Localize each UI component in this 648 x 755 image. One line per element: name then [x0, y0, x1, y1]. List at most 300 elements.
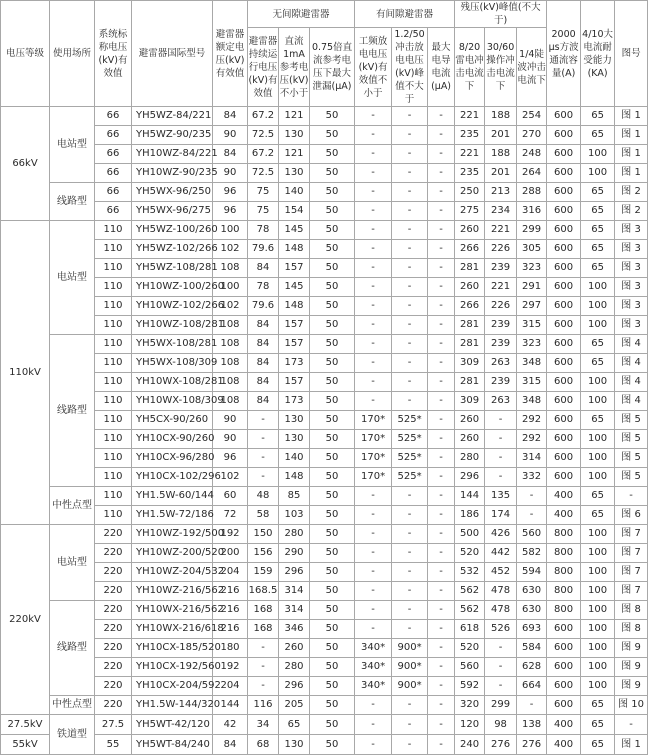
system-voltage-cell: 110 [95, 259, 132, 278]
pf-spark-cell: - [355, 601, 392, 620]
residual-switching-cell: 263 [485, 354, 517, 373]
model-cell: YH5WZ-102/266 [132, 240, 213, 259]
square-wave-cell: 600 [547, 449, 581, 468]
pf-spark-cell: - [355, 126, 392, 145]
mcov-cell: 58 [248, 506, 279, 525]
system-voltage-cell: 220 [95, 658, 132, 677]
table-row [1, 202, 648, 221]
header-leakage: 0.75倍直流参考电压下最大泄漏(μA) [310, 28, 355, 107]
table-row [1, 164, 648, 183]
high-current-cell: 100 [581, 373, 615, 392]
residual-lightning-cell: 266 [455, 297, 485, 316]
pf-spark-cell: - [355, 506, 392, 525]
system-voltage-cell: 110 [95, 506, 132, 525]
high-current-cell: 65 [581, 715, 615, 735]
square-wave-cell: 600 [547, 677, 581, 696]
rated-voltage-cell: 84 [213, 107, 248, 126]
header-rated-voltage: 避雷器额定电压(kV)有效值 [213, 1, 248, 107]
rated-voltage-cell: 90 [213, 164, 248, 183]
dc-ref-cell: 130 [279, 735, 310, 755]
high-current-cell: 100 [581, 449, 615, 468]
residual-switching-cell: - [485, 468, 517, 487]
impulse-spark-cell: - [392, 316, 428, 335]
figure-cell: 图 5 [615, 468, 648, 487]
high-current-cell: 100 [581, 563, 615, 582]
impulse-spark-cell: 525* [392, 468, 428, 487]
mcov-cell: 79.6 [248, 297, 279, 316]
rated-voltage-cell: 90 [213, 430, 248, 449]
residual-switching-cell: 234 [485, 202, 517, 221]
impulse-spark-cell: 525* [392, 430, 428, 449]
leakage-cell: 50 [310, 525, 355, 544]
impulse-spark-cell: - [392, 487, 428, 506]
dc-ref-cell: 157 [279, 259, 310, 278]
dc-ref-cell: 157 [279, 316, 310, 335]
mcov-cell: - [248, 449, 279, 468]
site-cell: 铁道型 [50, 715, 95, 755]
high-current-cell: 100 [581, 620, 615, 639]
rated-voltage-cell: 96 [213, 449, 248, 468]
impulse-spark-cell: - [392, 126, 428, 145]
residual-switching-cell: 478 [485, 601, 517, 620]
mcov-cell: 48 [248, 487, 279, 506]
site-cell: 中性点型 [50, 696, 95, 715]
leakage-cell: 50 [310, 582, 355, 601]
model-cell: YH10WZ-192/500 [132, 525, 213, 544]
model-cell: YH5WX-108/281 [132, 335, 213, 354]
model-cell: YH10CX-204/592 [132, 677, 213, 696]
table-row [1, 639, 648, 658]
max-leak-cell: - [428, 582, 455, 601]
pf-spark-cell: - [355, 620, 392, 639]
impulse-spark-cell: - [392, 164, 428, 183]
pf-spark-cell: - [355, 715, 392, 735]
square-wave-cell: 600 [547, 145, 581, 164]
rated-voltage-cell: 216 [213, 601, 248, 620]
system-voltage-cell: 27.5 [95, 715, 132, 735]
pf-spark-cell: 340* [355, 639, 392, 658]
model-cell: YH10WZ-108/281 [132, 316, 213, 335]
dc-ref-cell: 205 [279, 696, 310, 715]
mcov-cell: 168 [248, 620, 279, 639]
dc-ref-cell: 145 [279, 221, 310, 240]
model-cell: YH5WZ-90/235 [132, 126, 213, 145]
system-voltage-cell: 220 [95, 582, 132, 601]
model-cell: YH10WX-108/309 [132, 392, 213, 411]
max-leak-cell: - [428, 335, 455, 354]
model-cell: YH10WZ-90/235 [132, 164, 213, 183]
residual-switching-cell: 442 [485, 544, 517, 563]
mcov-cell: - [248, 411, 279, 430]
dc-ref-cell: 130 [279, 126, 310, 145]
rated-voltage-cell: 84 [213, 145, 248, 164]
residual-lightning-cell: 260 [455, 430, 485, 449]
table-row [1, 563, 648, 582]
rated-voltage-cell: 180 [213, 639, 248, 658]
figure-cell: - [615, 487, 648, 506]
mcov-cell: 67.2 [248, 145, 279, 164]
mcov-cell: 168 [248, 601, 279, 620]
figure-cell: 图 4 [615, 354, 648, 373]
figure-cell: 图 1 [615, 164, 648, 183]
figure-cell: 图 3 [615, 259, 648, 278]
header-residual-switching: 30/60操作冲击电流下 [485, 28, 517, 107]
square-wave-cell: 600 [547, 392, 581, 411]
residual-steep-cell: 297 [517, 297, 547, 316]
residual-steep-cell: 315 [517, 373, 547, 392]
pf-spark-cell: 340* [355, 658, 392, 677]
figure-cell: 图 6 [615, 506, 648, 525]
voltage-level-part: 55kV [12, 739, 38, 750]
figure-cell: 图 3 [615, 240, 648, 259]
system-voltage-cell: 110 [95, 449, 132, 468]
system-voltage-cell: 220 [95, 601, 132, 620]
residual-switching-cell: 188 [485, 145, 517, 164]
residual-switching-cell: 221 [485, 221, 517, 240]
high-current-cell: 100 [581, 430, 615, 449]
rated-voltage-cell: 108 [213, 335, 248, 354]
mcov-cell: 72.5 [248, 126, 279, 145]
impulse-spark-cell: 525* [392, 411, 428, 430]
residual-lightning-cell: 260 [455, 221, 485, 240]
square-wave-cell: 600 [547, 468, 581, 487]
square-wave-cell: 600 [547, 278, 581, 297]
rated-voltage-cell: 96 [213, 202, 248, 221]
table-row [1, 354, 648, 373]
residual-steep-cell: 332 [517, 468, 547, 487]
residual-steep-cell: 348 [517, 354, 547, 373]
impulse-spark-cell: - [392, 582, 428, 601]
system-voltage-cell: 220 [95, 696, 132, 715]
figure-cell: 图 1 [615, 735, 648, 755]
residual-steep-cell: - [517, 487, 547, 506]
max-leak-cell: - [428, 411, 455, 430]
square-wave-cell: 600 [547, 183, 581, 202]
residual-lightning-cell: 281 [455, 259, 485, 278]
rated-voltage-cell: 102 [213, 297, 248, 316]
impulse-spark-cell: - [392, 145, 428, 164]
max-leak-cell: - [428, 430, 455, 449]
system-voltage-cell: 110 [95, 297, 132, 316]
figure-cell: 图 7 [615, 544, 648, 563]
dc-ref-cell: 121 [279, 145, 310, 164]
site-cell: 线路型 [50, 183, 95, 221]
dc-ref-cell: 314 [279, 582, 310, 601]
high-current-cell: 65 [581, 335, 615, 354]
figure-cell: 图 1 [615, 107, 648, 126]
dc-ref-cell: 130 [279, 164, 310, 183]
square-wave-cell: 600 [547, 373, 581, 392]
rated-voltage-cell: 90 [213, 411, 248, 430]
high-current-cell: 65 [581, 354, 615, 373]
leakage-cell: 50 [310, 696, 355, 715]
residual-lightning-cell: 320 [455, 696, 485, 715]
residual-lightning-cell: 500 [455, 525, 485, 544]
system-voltage-cell: 110 [95, 411, 132, 430]
high-current-cell: 65 [581, 202, 615, 221]
residual-lightning-cell: 520 [455, 544, 485, 563]
table-row [1, 392, 648, 411]
figure-cell: 图 1 [615, 145, 648, 164]
max-leak-cell: - [428, 164, 455, 183]
model-cell: YH1.5W-144/320 [132, 696, 213, 715]
leakage-cell: 50 [310, 164, 355, 183]
residual-switching-cell: 239 [485, 316, 517, 335]
system-voltage-cell: 66 [95, 164, 132, 183]
residual-steep-cell: 316 [517, 202, 547, 221]
residual-lightning-cell: 275 [455, 202, 485, 221]
impulse-spark-cell: - [392, 202, 428, 221]
rated-voltage-cell: 192 [213, 525, 248, 544]
dc-ref-cell: 280 [279, 525, 310, 544]
table-row [1, 658, 648, 677]
dc-ref-cell: 148 [279, 297, 310, 316]
model-cell: YH5WZ-108/281 [132, 259, 213, 278]
pf-spark-cell: 170* [355, 468, 392, 487]
impulse-spark-cell: - [392, 525, 428, 544]
residual-lightning-cell: 266 [455, 240, 485, 259]
figure-cell: 图 10 [615, 696, 648, 715]
rated-voltage-cell: 84 [213, 735, 248, 755]
residual-switching-cell: 526 [485, 620, 517, 639]
residual-switching-cell: 98 [485, 715, 517, 735]
table-row [1, 297, 648, 316]
square-wave-cell: 800 [547, 582, 581, 601]
impulse-spark-cell: - [392, 278, 428, 297]
high-current-cell: 100 [581, 525, 615, 544]
residual-steep-cell: 292 [517, 411, 547, 430]
header-square-wave: 2000 μs方波通流容量(A) [547, 1, 581, 107]
pf-spark-cell: - [355, 278, 392, 297]
system-voltage-cell: 220 [95, 525, 132, 544]
leakage-cell: 50 [310, 735, 355, 755]
residual-steep-cell: 264 [517, 164, 547, 183]
max-leak-cell: - [428, 677, 455, 696]
header-impulse-spark: 1.2/50冲击放电电压(kV)峰值不大于 [392, 28, 428, 107]
residual-steep-cell: 248 [517, 145, 547, 164]
mcov-cell: 168.5 [248, 582, 279, 601]
max-leak-cell: - [428, 373, 455, 392]
residual-switching-cell: 174 [485, 506, 517, 525]
residual-steep-cell: 693 [517, 620, 547, 639]
high-current-cell: 65 [581, 411, 615, 430]
residual-switching-cell: 276 [485, 735, 517, 755]
residual-switching-cell: - [485, 449, 517, 468]
max-leak-cell: - [428, 639, 455, 658]
model-cell: YH10WZ-200/520 [132, 544, 213, 563]
residual-steep-cell: 630 [517, 601, 547, 620]
pf-spark-cell: - [355, 202, 392, 221]
table-row [1, 126, 648, 145]
dc-ref-cell: 314 [279, 601, 310, 620]
residual-steep-cell: 582 [517, 544, 547, 563]
impulse-spark-cell: - [392, 335, 428, 354]
square-wave-cell: 600 [547, 639, 581, 658]
max-leak-cell: - [428, 316, 455, 335]
site-cell: 线路型 [50, 601, 95, 696]
residual-steep-cell: - [517, 506, 547, 525]
mcov-cell: 84 [248, 335, 279, 354]
header-residual-lightning: 8/20雷电冲击电流下 [455, 28, 485, 107]
square-wave-cell: 600 [547, 240, 581, 259]
leakage-cell: 50 [310, 468, 355, 487]
high-current-cell: 100 [581, 639, 615, 658]
pf-spark-cell: - [355, 525, 392, 544]
table-row [1, 145, 648, 164]
system-voltage-cell: 110 [95, 392, 132, 411]
high-current-cell: 100 [581, 278, 615, 297]
system-voltage-cell: 110 [95, 487, 132, 506]
mcov-cell: 68 [248, 735, 279, 755]
impulse-spark-cell: - [392, 696, 428, 715]
max-leak-cell: - [428, 259, 455, 278]
residual-lightning-cell: 309 [455, 354, 485, 373]
high-current-cell: 65 [581, 221, 615, 240]
pf-spark-cell: - [355, 316, 392, 335]
system-voltage-cell: 66 [95, 202, 132, 221]
leakage-cell: 50 [310, 715, 355, 735]
leakage-cell: 50 [310, 107, 355, 126]
mcov-cell: 84 [248, 316, 279, 335]
square-wave-cell: 600 [547, 164, 581, 183]
leakage-cell: 50 [310, 677, 355, 696]
model-cell: YH5WX-96/250 [132, 183, 213, 202]
dc-ref-cell: 130 [279, 430, 310, 449]
residual-lightning-cell: 532 [455, 563, 485, 582]
high-current-cell: 100 [581, 316, 615, 335]
residual-switching-cell: - [485, 658, 517, 677]
impulse-spark-cell: - [392, 544, 428, 563]
site-cell: 线路型 [50, 335, 95, 487]
table-row [1, 506, 648, 525]
residual-lightning-cell: 592 [455, 677, 485, 696]
figure-cell: 图 5 [615, 411, 648, 430]
square-wave-cell: 600 [547, 354, 581, 373]
square-wave-cell: 800 [547, 544, 581, 563]
high-current-cell: 100 [581, 164, 615, 183]
square-wave-cell: 600 [547, 107, 581, 126]
mcov-cell: 79.6 [248, 240, 279, 259]
model-cell: YH5WZ-100/260 [132, 221, 213, 240]
system-voltage-cell: 110 [95, 354, 132, 373]
residual-switching-cell: 221 [485, 278, 517, 297]
figure-cell: 图 2 [615, 202, 648, 221]
high-current-cell: 65 [581, 487, 615, 506]
pf-spark-cell: - [355, 107, 392, 126]
high-current-cell: 65 [581, 696, 615, 715]
system-voltage-cell: 110 [95, 240, 132, 259]
residual-lightning-cell: 280 [455, 449, 485, 468]
residual-switching-cell: 226 [485, 297, 517, 316]
residual-switching-cell: 239 [485, 335, 517, 354]
figure-cell: 图 7 [615, 582, 648, 601]
high-current-cell: 65 [581, 107, 615, 126]
leakage-cell: 50 [310, 639, 355, 658]
max-leak-cell: - [428, 735, 455, 755]
pf-spark-cell: - [355, 582, 392, 601]
residual-steep-cell: 292 [517, 430, 547, 449]
site-cell: 中性点型 [50, 487, 95, 525]
dc-ref-cell: 173 [279, 392, 310, 411]
impulse-spark-cell: - [392, 715, 428, 735]
residual-steep-cell: 584 [517, 639, 547, 658]
residual-switching-cell: 263 [485, 392, 517, 411]
table-row [1, 278, 648, 297]
square-wave-cell: 600 [547, 696, 581, 715]
figure-cell: 图 3 [615, 316, 648, 335]
pf-spark-cell: - [355, 487, 392, 506]
max-leak-cell: - [428, 658, 455, 677]
header-figure: 图号 [615, 1, 648, 107]
dc-ref-cell: 65 [279, 715, 310, 735]
residual-switching-cell: - [485, 430, 517, 449]
rated-voltage-cell: 108 [213, 354, 248, 373]
pf-spark-cell: - [355, 373, 392, 392]
leakage-cell: 50 [310, 487, 355, 506]
table-row [1, 240, 648, 259]
rated-voltage-cell: 100 [213, 221, 248, 240]
header-group-gapless: 无间隙避雷器 [248, 1, 355, 28]
residual-steep-cell: 138 [517, 715, 547, 735]
model-cell: YH5WX-108/309 [132, 354, 213, 373]
pf-spark-cell: - [355, 259, 392, 278]
dc-ref-cell: 130 [279, 411, 310, 430]
residual-lightning-cell: 562 [455, 582, 485, 601]
residual-switching-cell: 299 [485, 696, 517, 715]
residual-steep-cell: 305 [517, 240, 547, 259]
system-voltage-cell: 110 [95, 335, 132, 354]
residual-steep-cell: 315 [517, 316, 547, 335]
mcov-cell: - [248, 677, 279, 696]
impulse-spark-cell: - [392, 240, 428, 259]
table-row [1, 316, 648, 335]
residual-switching-cell: - [485, 639, 517, 658]
dc-ref-cell: 140 [279, 183, 310, 202]
rated-voltage-cell: 108 [213, 392, 248, 411]
figure-cell: 图 9 [615, 677, 648, 696]
pf-spark-cell: - [355, 221, 392, 240]
pf-spark-cell: - [355, 735, 392, 755]
high-current-cell: 100 [581, 544, 615, 563]
voltage-level-cell: 66kV [1, 107, 50, 221]
square-wave-cell: 600 [547, 221, 581, 240]
table-row [1, 183, 648, 202]
dc-ref-cell: 290 [279, 544, 310, 563]
rated-voltage-cell: 216 [213, 582, 248, 601]
mcov-cell: 78 [248, 278, 279, 297]
table-row [1, 601, 648, 620]
pf-spark-cell: - [355, 354, 392, 373]
mcov-cell: 75 [248, 202, 279, 221]
system-voltage-cell: 66 [95, 145, 132, 164]
high-current-cell: 65 [581, 183, 615, 202]
pf-spark-cell: - [355, 297, 392, 316]
leakage-cell: 50 [310, 658, 355, 677]
max-leak-cell: - [428, 392, 455, 411]
leakage-cell: 50 [310, 278, 355, 297]
leakage-cell: 50 [310, 126, 355, 145]
square-wave-cell: 800 [547, 601, 581, 620]
impulse-spark-cell: 900* [392, 677, 428, 696]
max-leak-cell: - [428, 145, 455, 164]
figure-cell: 图 4 [615, 373, 648, 392]
model-cell: YH10WZ-216/562 [132, 582, 213, 601]
model-cell: YH10WZ-204/532 [132, 563, 213, 582]
residual-lightning-cell: 281 [455, 316, 485, 335]
residual-steep-cell: - [517, 696, 547, 715]
leakage-cell: 50 [310, 202, 355, 221]
dc-ref-cell: 260 [279, 639, 310, 658]
